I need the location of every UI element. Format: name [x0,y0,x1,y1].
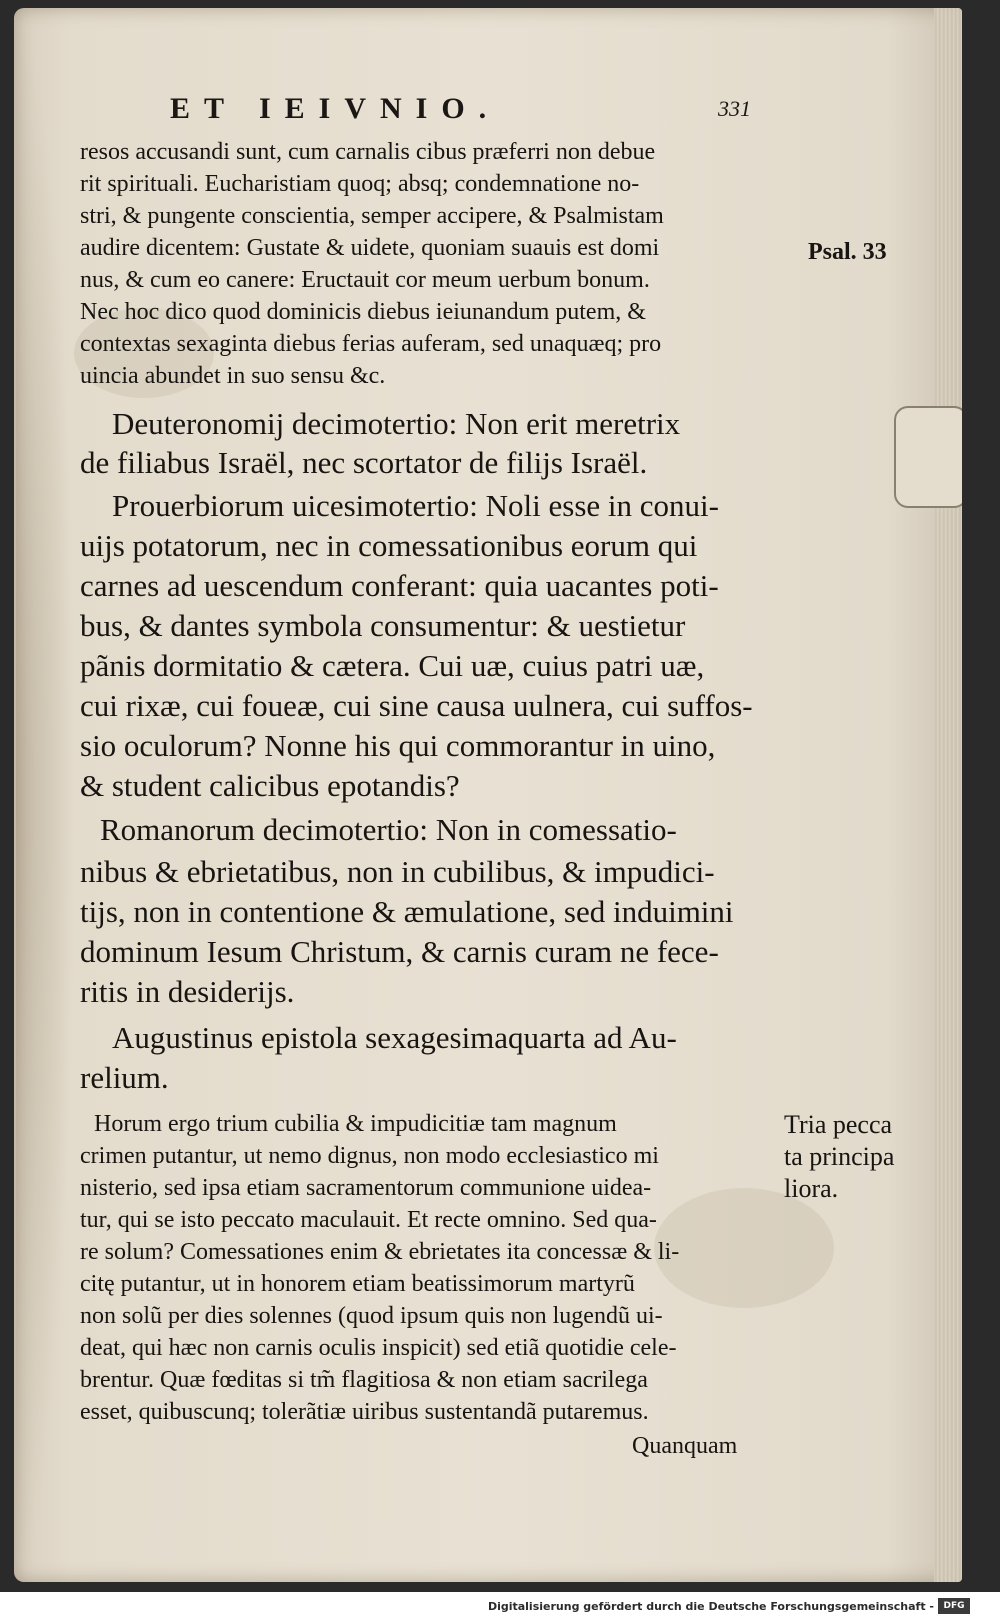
text-line: cui rixæ, cui foueæ, cui sine causa uulnera, cui suffos- [80,688,753,723]
margin-note: Tria pecca [784,1110,893,1139]
page-gutter-shadow [16,8,76,1582]
funding-notice: Digitalisierung gefördert durch die Deutsche Forschungsgemeinschaft - [487,1600,934,1613]
text-line: ritis in desiderijs. [80,974,295,1009]
margin-note: ta principa [784,1142,895,1171]
text-line: nibus & ebrietatibus, non in cubilibus, & impudici- [80,854,715,889]
text-line: re solum? Comessationes enim & ebrietates ita concessæ & li- [80,1239,680,1265]
text-line: audire dicentem: Gustate & uidete, quoniam suauis est domi [80,235,660,261]
text-line: & student calicibus epotandis? [80,768,460,803]
text-line: deat, qui hæc non carnis oculis inspicit) sed etiã quotidie cele- [80,1335,677,1361]
page-edge [934,8,962,1582]
footer-bar [0,1592,1000,1623]
text-line: non solũ per dies solennes (quod ipsum quis non lugendũ ui- [80,1303,663,1329]
running-head: ET IEIVNIO. [170,92,501,125]
text-line: Prouerbiorum uicesimotertio: Noli esse in conui- [112,488,719,523]
text-line: citę putantur, ut in honorem etiam beatissimorum martyrũ [80,1271,635,1297]
text-line: Nec hoc dico quod dominicis diebus ieiunandum putem, & [80,299,646,325]
text-line: de filiabus Israël, nec scortator de filijs Israël. [80,445,648,480]
text-line: Deuteronomij decimotertio: Non erit meretrix [112,406,681,441]
text-line: contextas sexaginta diebus ferias auferam, sed unaquæq; pro [80,331,662,357]
text-line: bus, & dantes symbola consumentur: & uestietur [80,608,686,643]
text-line: carnes ad uescendum conferant: quia uacantes poti- [80,568,719,603]
margin-note: liora. [784,1174,839,1203]
catchword: Quanquam [632,1433,738,1459]
dfg-logo: DFG [938,1598,970,1614]
text-line: dominum Iesum Christum, & carnis curam ne fece- [80,934,719,969]
text-line: uincia abundet in suo sensu &c. [80,363,386,389]
text-line: relium. [80,1060,169,1095]
text-line: Romanorum decimotertio: Non in comessatio- [100,812,677,847]
text-line: esset, quibuscunq; tolerãtiæ uiribus sustentandã putaremus. [80,1399,649,1425]
text-line: brentur. Quæ fœditas si tm̃ flagitiosa & non etiam sacrilega [80,1367,648,1393]
text-line: stri, & pungente conscientia, semper accipere, & Psalmistam [80,203,664,229]
text-line: sio oculorum? Nonne his qui commorantur in uino, [80,728,716,763]
text-line: rit spirituali. Eucharistiam quoq; absq; condemnatione no- [80,171,640,197]
text-line: nisterio, sed ipsa etiam sacramentorum communione uidea- [80,1175,652,1201]
text-line: nus, & cum eo canere: Eructauit cor meum uerbum bonum. [80,267,650,293]
text-line: uijs potatorum, nec in comessationibus eorum qui [80,528,698,563]
text-line: crimen putantur, ut nemo dignus, non modo ecclesiastico mi [80,1143,659,1169]
page-tab-flap [894,406,962,508]
text-line: pãnis dormitatio & cætera. Cui uæ, cuius patri uæ, [80,648,705,683]
text-line: tijs, non in contentione & æmulatione, sed induimini [80,894,734,929]
text-line: tur, qui se isto peccato maculauit. Et recte omnino. Sed qua- [80,1207,657,1233]
text-line: resos accusandi sunt, cum carnalis cibus præferri non debue [80,139,656,165]
text-line: Horum ergo trium cubilia & impudicitiæ tam magnum [94,1111,617,1137]
page-number: 331 [718,96,751,121]
text-line: Augustinus epistola sexagesimaquarta ad Au- [112,1020,677,1055]
paper-stain [654,1188,834,1308]
margin-note: Psal. 33 [808,239,887,265]
